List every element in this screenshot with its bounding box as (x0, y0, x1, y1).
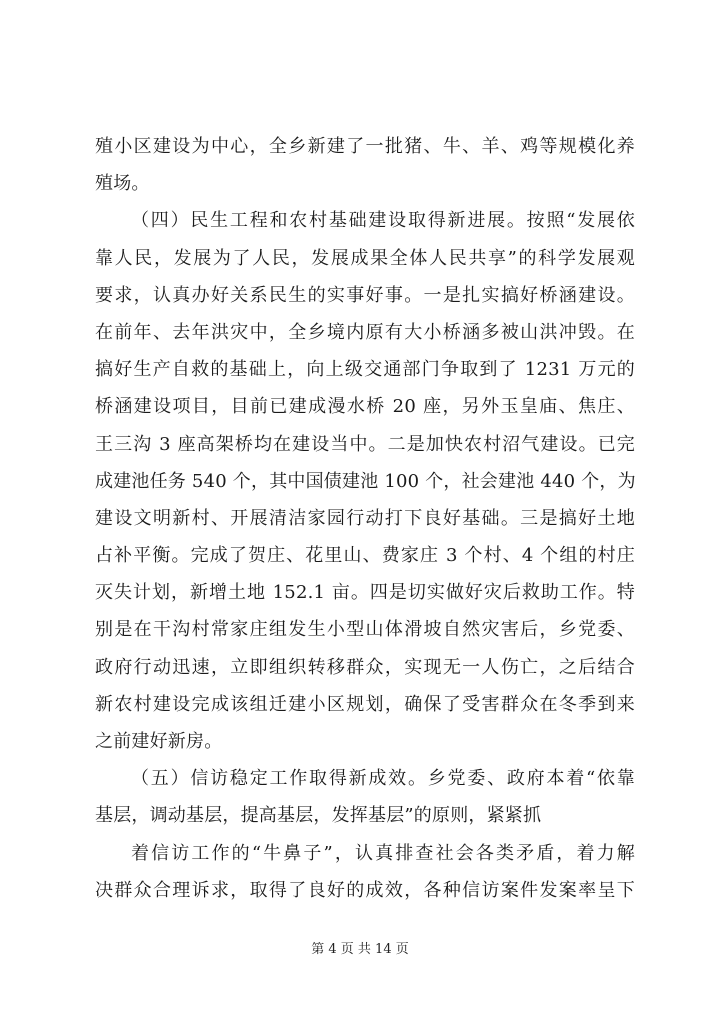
text-line: 占补平衡。完成了贺庄、花里山、费家庄 3 个村、4 个组的村庄 (95, 545, 635, 567)
text-line: 搞好生产自救的基础上，向上级交通部门争取到了 1231 万元的 (95, 359, 635, 381)
text-line: 桥涵建设项目，目前已建成漫水桥 20 座，另外玉皇庙、焦庄、 (95, 396, 635, 418)
text-line: 王三沟 3 座高架桥均在建设当中。二是加快农村沼气建设。已完 (95, 433, 635, 455)
text-line: 决群众合理诉求，取得了良好的成效，各种信访案件发案率呈下 (95, 879, 635, 901)
text-line: 别是在干沟村常家庄组发生小型山体滑坡自然灾害后，乡党委、 (95, 619, 635, 641)
text-line: 殖小区建设为中心，全乡新建了一批猪、牛、羊、鸡等规模化养 (95, 136, 635, 157)
text-line: 成建池任务 540 个，其中国债建池 100 个，社会建池 440 个，为 (95, 470, 636, 492)
text-line: （五）信访稳定工作取得新成效。乡党委、政府本着“依靠 (131, 768, 635, 790)
text-line: 基层，调动基层，提高基层，发挥基层”的原则，紧紧抓 (95, 805, 542, 827)
text-line: 政府行动迅速，立即组织转移群众，实现无一人伤亡，之后结合 (95, 656, 635, 678)
text-line: 之前建好新房。 (95, 731, 223, 752)
text-line: 着信访工作的“牛鼻子”，认真排查社会各类矛盾，着力解 (131, 842, 635, 864)
text-line: （四）民生工程和农村基础建设取得新进展。按照“发展依 (131, 210, 635, 232)
body-text (95, 128, 635, 909)
text-line: 建设文明新村、开展清洁家园行动打下良好基础。三是搞好土地 (95, 507, 635, 529)
page-footer: 第 4 页 共 14 页 (311, 942, 409, 957)
text-line: 靠人民，发展为了人民，发展成果全体人民共享”的科学发展观 (95, 247, 635, 269)
text-line: 要求，认真办好关系民生的实事好事。一是扎实搞好桥涵建设。 (95, 284, 635, 306)
text-line: 在前年、去年洪灾中，全乡境内原有大小桥涵多被山洪冲毁。在 (95, 321, 635, 343)
text-line: 新农村建设完成该组迁建小区规划，确保了受害群众在冬季到来 (95, 693, 635, 715)
text-line: 灭失计划，新增土地 152.1 亩。四是切实做好灾后救助工作。特 (95, 582, 635, 604)
text-line: 殖场。 (95, 173, 150, 195)
